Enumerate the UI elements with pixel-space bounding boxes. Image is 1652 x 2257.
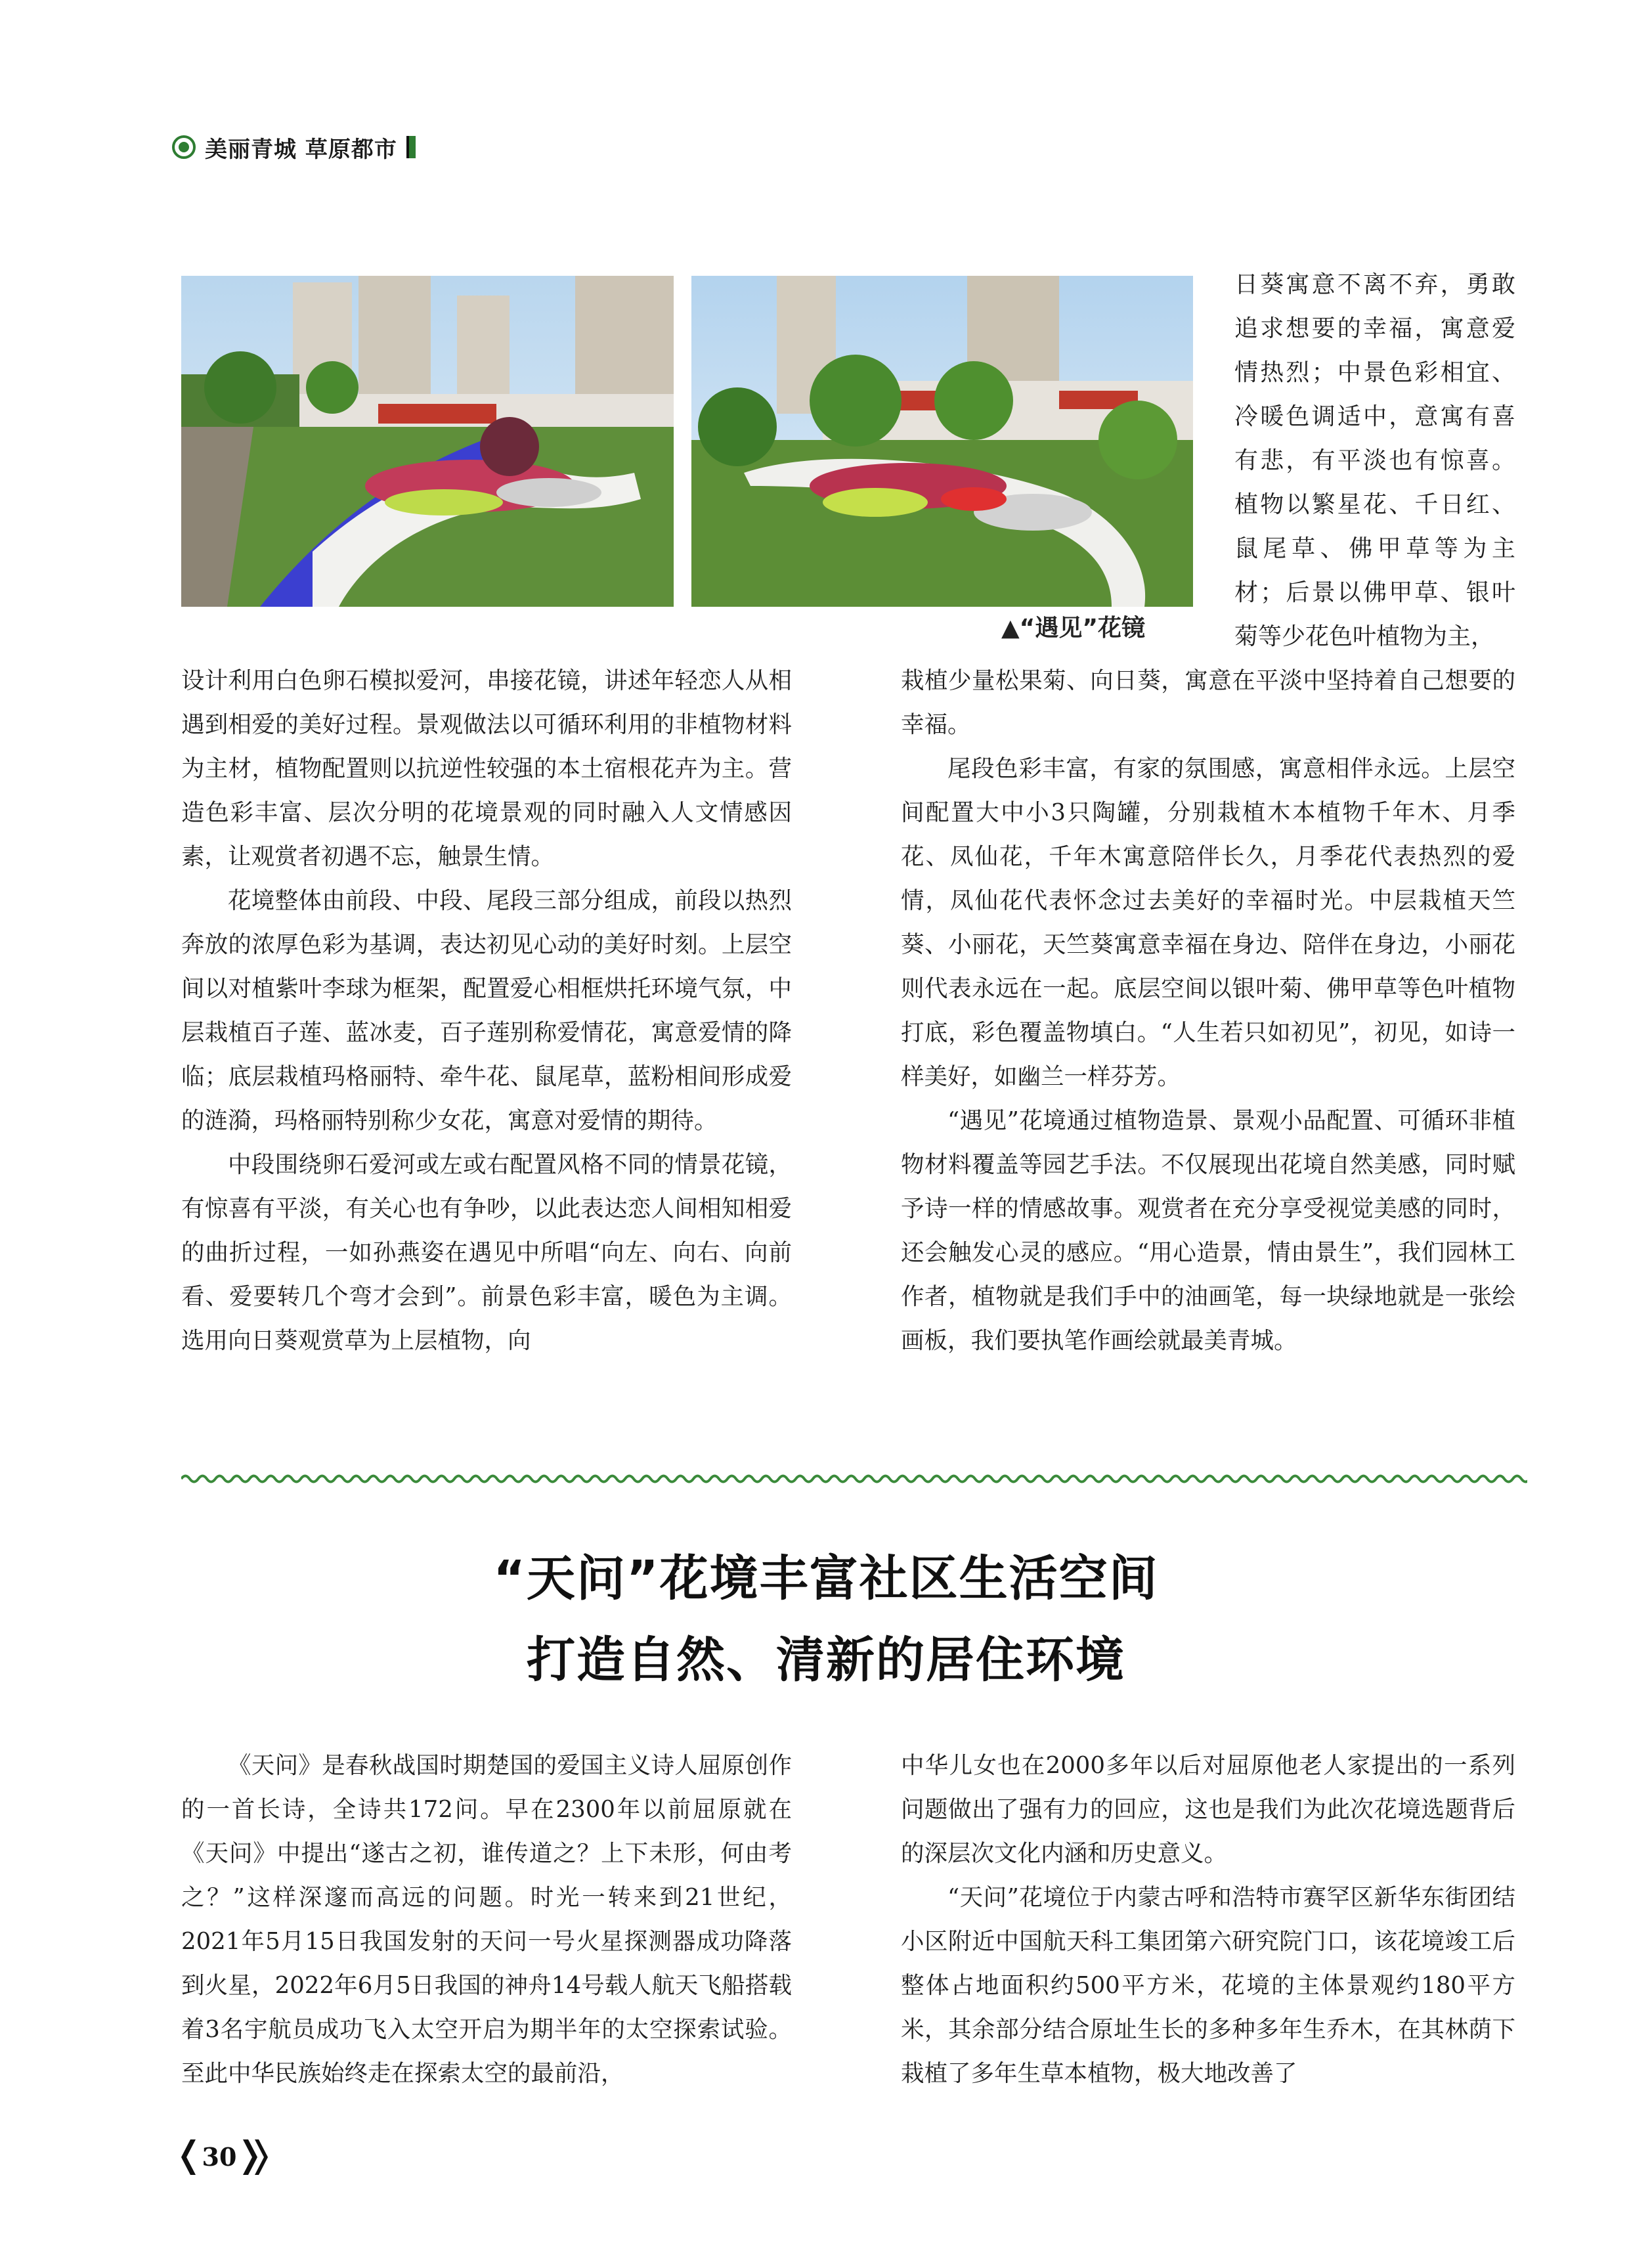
- page-number: 30: [202, 2142, 237, 2172]
- paragraph: 尾段色彩丰富，有家的氛围感，寓意相伴永远。上层空间配置大中小3只陶罐，分别栽植木本植物千年木、月季花、凤仙花，千年木寓意陪伴长久，月季花代表热烈的爱情，凤仙花代表怀念过去美好的幸福时光。中层栽植天竺葵、小丽花，天竺葵寓意幸福在身边、陪伴在身边，小丽花则代表永远在一起。底层空间以银叶菊、佛甲草等色叶植物打底，彩色覆盖物填白。“人生若只如初见”，初见，如诗一样美好，如幽兰一样芬芳。: [901, 755, 1515, 1090]
- paragraph: “遇见”花境通过植物造景、景观小品配置、可循环非植物材料覆盖等园艺手法。不仅展现出花境自然美感，同时赋予诗一样的情感故事。观赏者在充分享受视觉美感的同时，还会触发心灵的感应。“用心造景，情由景生”，我们园林工作者，植物就是我们手中的油画笔，每一块绿地就是一张绘画板，我们要执笔作画绘就最美青城。: [901, 1107, 1515, 1354]
- flower-border-photo-right: [691, 276, 1193, 607]
- paragraph: 设计利用白色卵石模拟爱河，串接花镜，讲述年轻恋人从相遇到相爱的美好过程。景观做法以可循环利用的非植物材料为主材，植物配置则以抗逆性较强的本土宿根花卉为主。营造色彩丰富、层次分明的花境景观的同时融入人文情感因素，让观赏者初遇不忘，触景生情。: [181, 667, 792, 870]
- paragraph: 中华儿女也在2000多年以后对屈原他老人家提出的一系列问题做出了强有力的回应，这也是我们为此次花境选题背后的深层次文化内涵和历史意义。: [901, 1752, 1515, 1867]
- side-text-column: [1234, 263, 1515, 659]
- headline-line-2: 打造自然、清新的居住环境: [527, 1632, 1125, 1688]
- paragraph: 《天问》是春秋战国时期楚国的爱国主义诗人屈原创作的一首长诗，全诗共172问。早在2300年以前屈原就在《天问》中提出“遂古之初，谁传道之？上下未形，何由考之？”这样深邃而高远的问题。时光一转来到21世纪，2021年5月15日我国发射的天问一号火星探测器成功降落到火星，2022年6月5日我国的神舟14号载人航天飞船搭载着3名宇航员成功飞入太空开启为期半年的太空探索试验。至此中华民族始终走在探索太空的最前沿，: [181, 1752, 792, 2087]
- paragraph: 中段围绕卵石爱河或左或右配置风格不同的情景花镜，有惊喜有平淡，有关心也有争吵，以此表达恋人间相知相爱的曲折过程，一如孙燕姿在遇见中所唱“向左、向右、向前看、爱要转几个弯才会到”。前景色彩丰富，暖色为主调。选用向日葵观赏草为上层植物，向: [181, 1151, 792, 1354]
- paragraph: 花境整体由前段、中段、尾段三部分组成，前段以热烈奔放的浓厚色彩为基调，表达初见心动的美好时刻。上层空间以对植紫叶李球为框架，配置爱心相框烘托环境气氛，中层栽植百子莲、蓝冰麦，百子莲别称爱情花，寓意爱情的降临；底层栽植玛格丽特、牵牛花、鼠尾草，蓝粉相间形成爱的涟漪，玛格丽特别称少女花，寓意对爱情的期待。: [181, 887, 792, 1134]
- paragraph: 栽植少量松果菊、向日葵，寓意在平淡中坚持着自己想要的幸福。: [901, 667, 1515, 738]
- section1-left-column: [181, 659, 792, 1363]
- wavy-divider: [181, 1471, 1527, 1487]
- header-title: 美丽青城 草原都市: [205, 136, 397, 163]
- section2-right-column: [901, 1743, 1515, 2095]
- target-circle-icon: [172, 135, 196, 159]
- headline-line-1: “天问”花境丰富社区生活空间: [493, 1550, 1159, 1607]
- running-header: [172, 129, 416, 165]
- photo-caption: ▲“遇见”花镜: [1001, 615, 1146, 642]
- section2-left-column: [181, 1743, 792, 2095]
- section1-right-column: [901, 659, 1515, 1363]
- green-bar-icon: [406, 136, 416, 158]
- paragraph: 日葵寓意不离不弃，勇敢追求想要的幸福，寓意爱情热烈；中景色彩相宜、冷暖色调适中，意寓有喜有悲，有平淡也有惊喜。植物以繁星花、千日红、鼠尾草、佛甲草等为主材；后景以佛甲草、银叶菊等少花色叶植物为主，: [1234, 271, 1515, 650]
- paragraph: “天问”花境位于内蒙古呼和浩特市赛罕区新华东街团结小区附近中国航天科工集团第六研究院门口，该花境竣工后整体占地面积约500平方米，花境的主体景观约180平方米，其余部分结合原址生长的多种多年生乔木，在其林荫下栽植了多年生草本植物，极大地改善了: [901, 1884, 1515, 2087]
- flower-border-photo-left: [181, 276, 674, 607]
- article-headline: [169, 1538, 1483, 1701]
- page-number-badge: [176, 2137, 268, 2178]
